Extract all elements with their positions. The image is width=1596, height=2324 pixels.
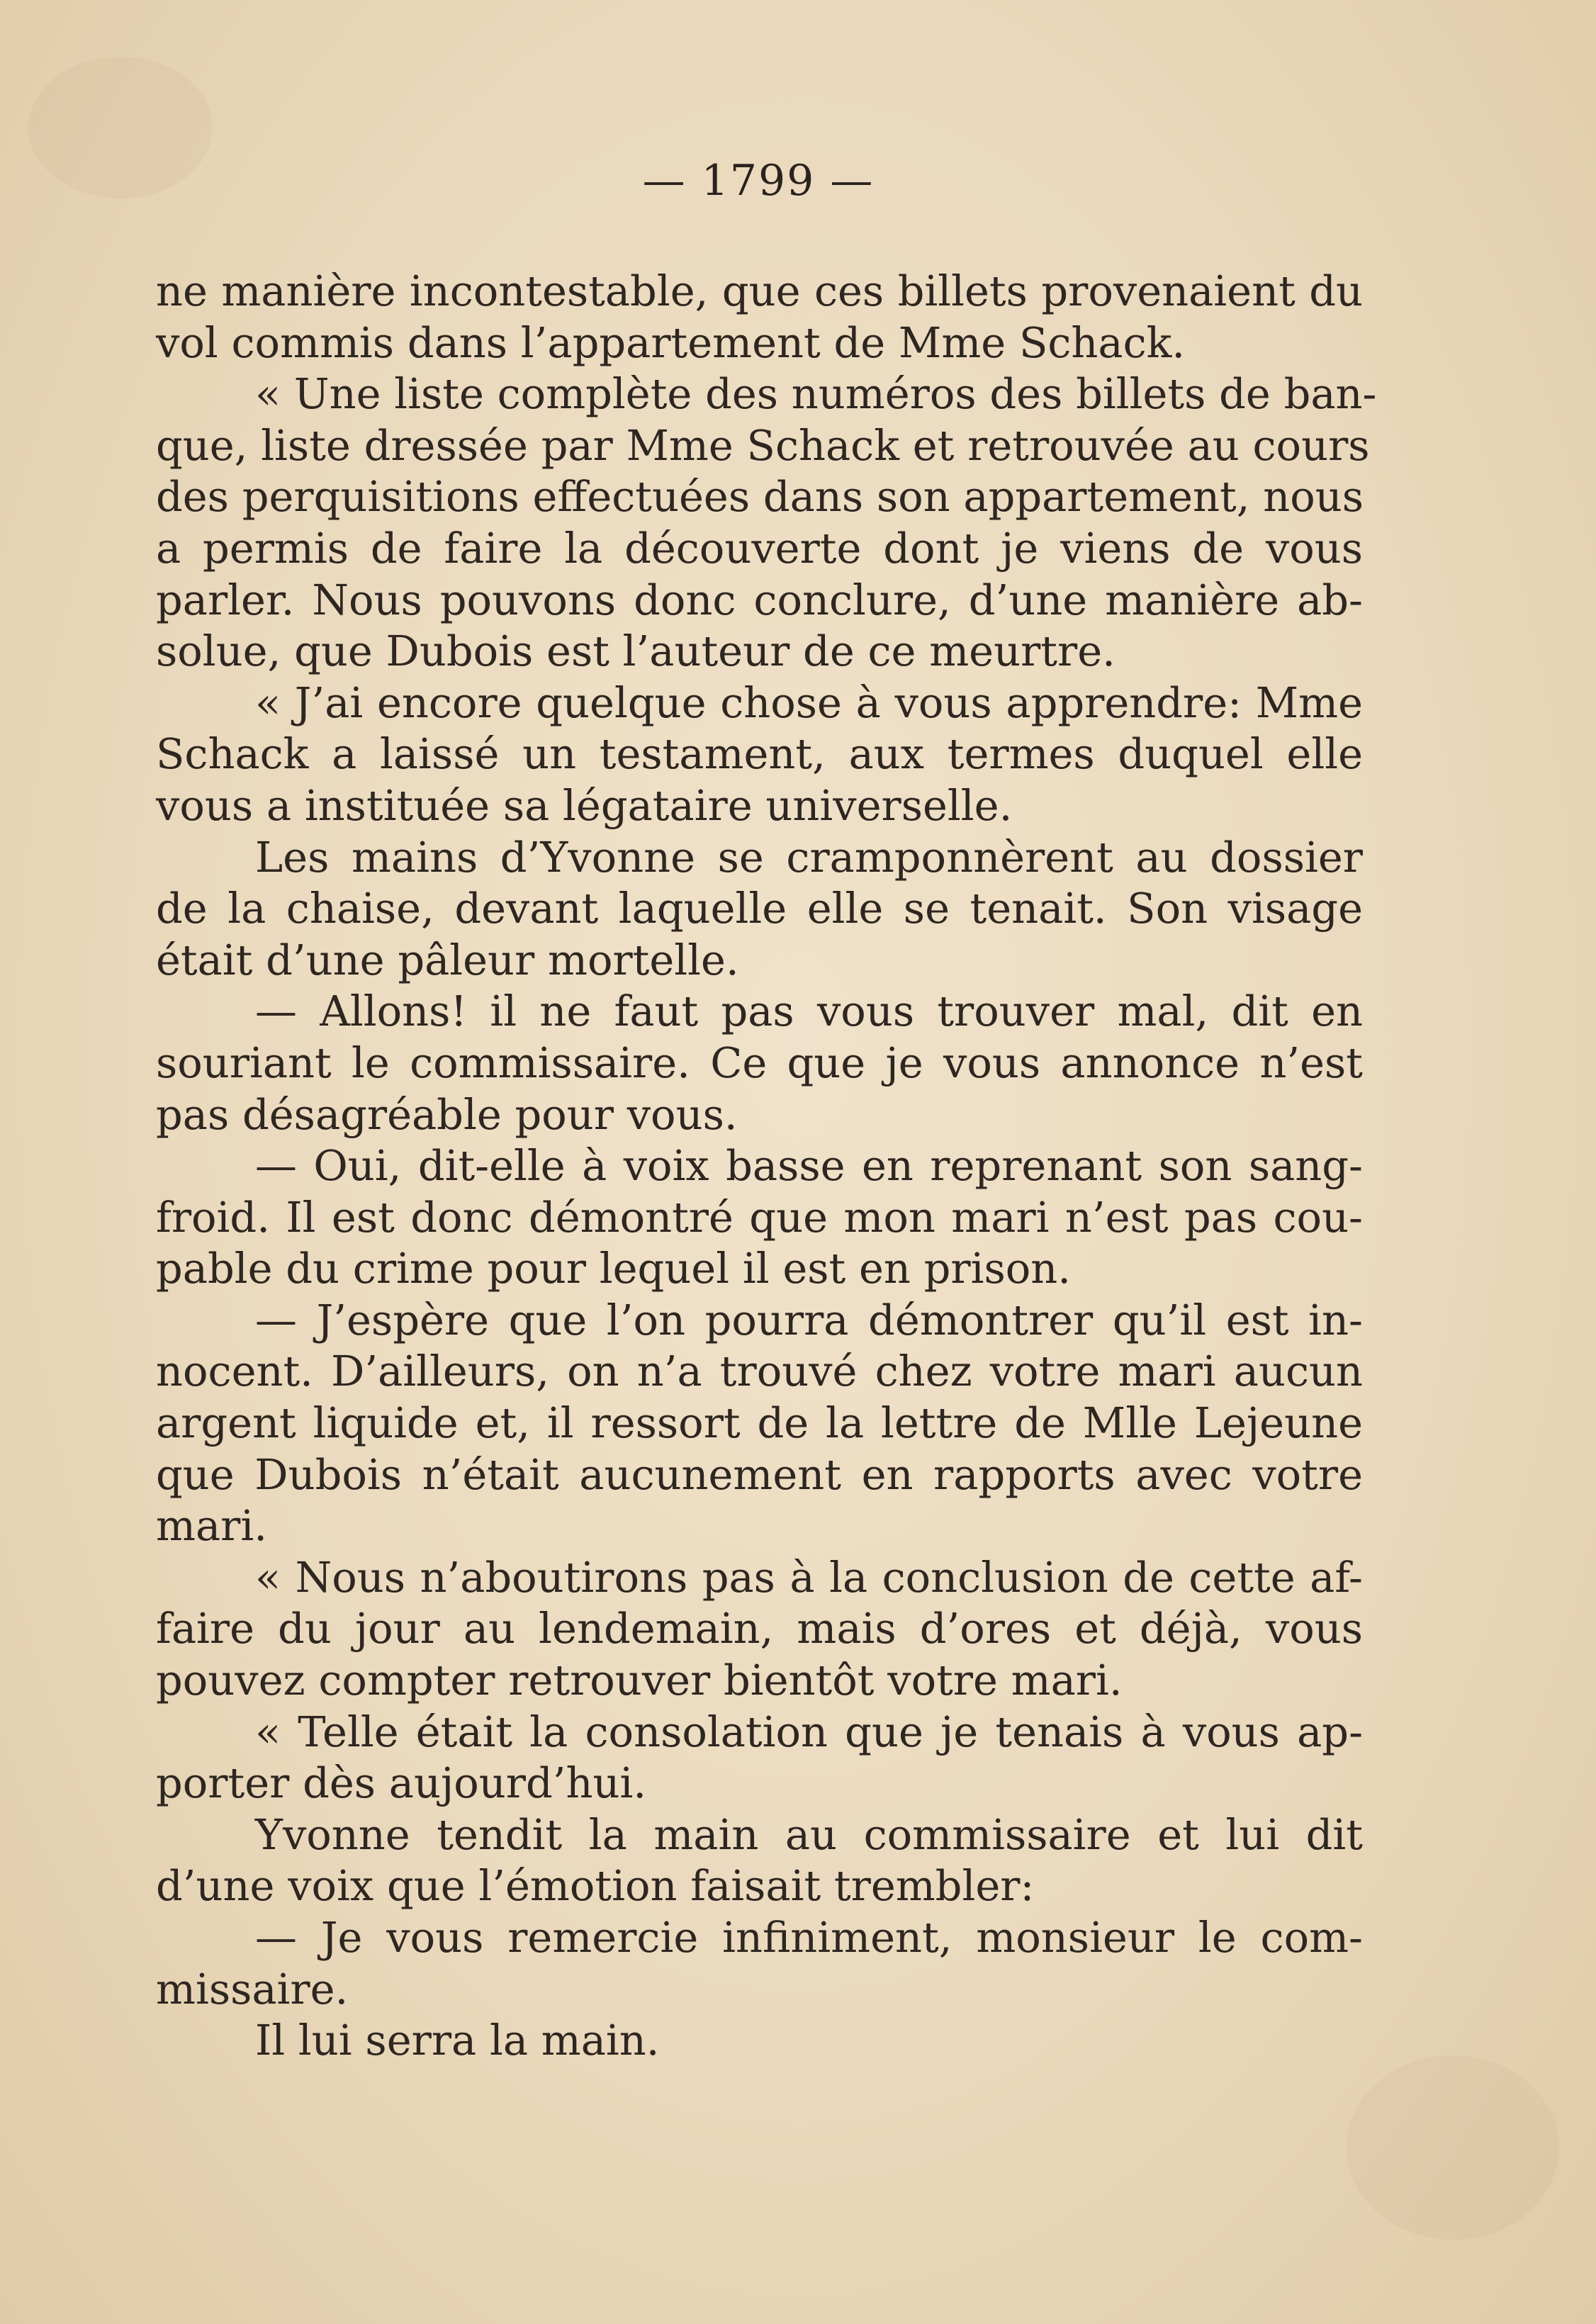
text-line: — J’espère que l’on pourra démontrer qu’il est in-: [255, 1295, 1363, 1345]
text-line: que Dubois n’était aucunement en rapports avec votre: [156, 1449, 1363, 1499]
text-line: solue, que Dubois est l’auteur de ce meurtre.: [156, 627, 1115, 676]
page-number: — 1799 —: [642, 156, 875, 206]
text-line: « J’ai encore quelque chose à vous apprendre: Mme: [255, 678, 1363, 727]
text-line: « Telle était la consolation que je tenais à vous ap-: [255, 1707, 1363, 1756]
text-line: des perquisitions effectuées dans son appartement, nous: [156, 472, 1364, 522]
text-line: parler. Nous pouvons donc conclure, d’une manière ab-: [156, 575, 1363, 624]
text-line: vous a instituée sa légataire universelle.: [156, 780, 1013, 830]
body-text: [156, 266, 1377, 2067]
text-line: était d’une pâleur mortelle.: [156, 935, 739, 984]
text-line: Schack a laissé un testament, aux termes duquel elle: [156, 729, 1363, 779]
text-line: porter dès aujourd’hui.: [156, 1758, 647, 1808]
text-line: a permis de faire la découverte dont je viens de vous: [156, 523, 1363, 573]
text-line: de la chaise, devant laquelle elle se tenait. Son visage: [156, 884, 1363, 933]
text-line: — Je vous remercie infiniment, monsieur le com-: [255, 1913, 1363, 1962]
text-line: « Une liste complète des numéros des billets de ban-: [255, 369, 1377, 419]
text-line: d’une voix que l’émotion faisait trembler:: [156, 1861, 1035, 1911]
text-line: pouvez compter retrouver bientôt votre mari.: [156, 1656, 1123, 1705]
paper-stain: [1347, 2055, 1559, 2240]
text-line: souriant le commissaire. Ce que je vous annonce n’est: [156, 1038, 1363, 1087]
text-line: ne manière incontestable, que ces billets provenaient du: [156, 266, 1363, 315]
text-line: Il lui serra la main.: [255, 2016, 660, 2065]
text-line: pas désagréable pour vous.: [156, 1089, 738, 1139]
text-line: que, liste dressée par Mme Schack et retrouvée au cours: [156, 420, 1370, 470]
text-line: « Nous n’aboutirons pas à la conclusion de cette af-: [255, 1552, 1363, 1602]
text-line: — Oui, dit-elle à voix basse en reprenant son sang-: [255, 1141, 1363, 1191]
text-line: froid. Il est donc démontré que mon mari n’est pas cou-: [156, 1192, 1363, 1242]
text-line: argent liquide et, il ressort de la lettre de Mlle Lejeune: [156, 1398, 1363, 1448]
text-line: missaire.: [156, 1964, 349, 2014]
text-line: Yvonne tendit la main au commissaire et lui dit: [255, 1809, 1363, 1859]
text-line: pable du crime pour lequel il est en prison.: [156, 1244, 1072, 1293]
text-line: nocent. D’ailleurs, on n’a trouvé chez votre mari aucun: [156, 1347, 1363, 1396]
text-line: vol commis dans l’appartement de Mme Schack.: [156, 318, 1186, 367]
text-line: faire du jour au lendemain, mais d’ores et déjà, vous: [156, 1604, 1363, 1654]
text-line: mari.: [156, 1501, 267, 1551]
text-line: Les mains d’Yvonne se cramponnèrent au dossier: [255, 832, 1363, 882]
text-line: — Allons! il ne faut pas vous trouver mal, dit en: [255, 987, 1363, 1036]
